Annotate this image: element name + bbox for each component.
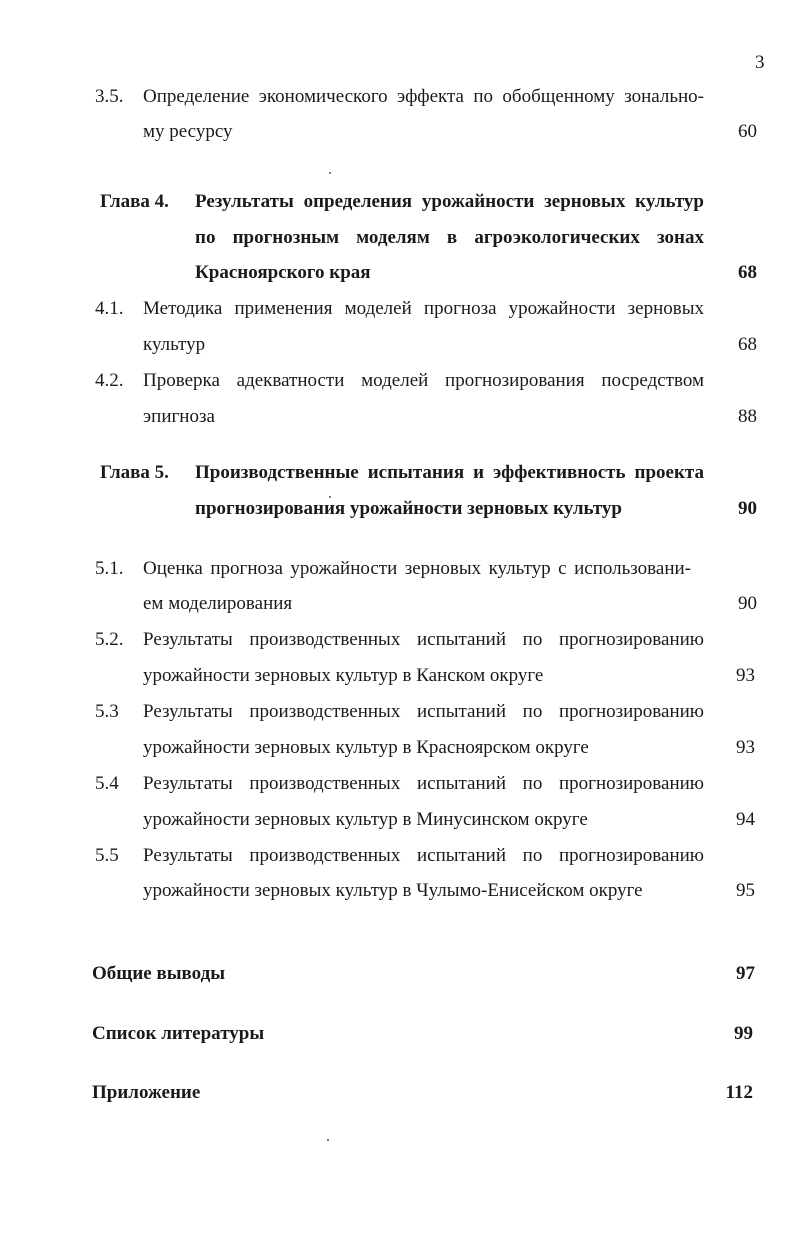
entry-number: 5.3 xyxy=(95,701,119,722)
entry-title-line1: Проверка адекватности моделей прогнозирования посредством xyxy=(143,370,704,391)
entry-number: 5.2. xyxy=(95,629,124,650)
section-page: 99 xyxy=(734,1023,753,1044)
entry-page: 68 xyxy=(738,334,757,355)
entry-page: 88 xyxy=(738,406,757,427)
chapter-page: 90 xyxy=(738,498,757,519)
entry-page: 93 xyxy=(736,737,755,758)
entry-title-line2: урожайности зерновых культур в Минусинском округе xyxy=(143,809,588,830)
section-page: 97 xyxy=(736,963,755,984)
scan-speck xyxy=(327,1139,329,1141)
scan-speck xyxy=(329,172,331,174)
entry-page: 94 xyxy=(736,809,755,830)
entry-title-line1: Результаты производственных испытаний по прогнозированию xyxy=(143,845,704,866)
entry-number: 5.5 xyxy=(95,845,119,866)
entry-title-line1: Результаты производственных испытаний по прогнозированию xyxy=(143,629,704,650)
entry-page: 95 xyxy=(736,880,755,901)
entry-title-line2: эпигноза xyxy=(143,406,215,427)
chapter-title-line3: Красноярского края xyxy=(195,262,371,283)
entry-title-line1: Методика применения моделей прогноза урожайности зерновых xyxy=(143,298,704,319)
entry-page: 90 xyxy=(738,593,757,614)
entry-title-line2: урожайности зерновых культур в Канском округе xyxy=(143,665,544,686)
entry-title-line1: Определение экономического эффекта по обобщенному зонально- xyxy=(143,86,704,107)
entry-number: 5.1. xyxy=(95,558,124,579)
entry-title-line2: ем моделирования xyxy=(143,593,293,614)
section-title: Приложение xyxy=(92,1082,201,1103)
chapter-title-line2: по прогнозным моделям в агроэкологических зонах xyxy=(195,227,704,248)
entry-title-line1: Оценка прогноза урожайности зерновых культур с использовани- xyxy=(143,558,691,579)
scan-speck xyxy=(329,496,331,498)
chapter-label: Глава 5. xyxy=(100,462,169,483)
chapter-page: 68 xyxy=(738,262,757,283)
section-title: Общие выводы xyxy=(92,963,226,984)
section-page: 112 xyxy=(725,1082,753,1103)
page-number: 3 xyxy=(755,52,765,73)
section-title: Список литературы xyxy=(92,1023,265,1044)
entry-number: 4.2. xyxy=(95,370,124,391)
chapter-title-line2: прогнозирования урожайности зерновых культур xyxy=(195,498,622,519)
entry-number: 4.1. xyxy=(95,298,124,319)
entry-title-line2: му ресурсу xyxy=(143,121,233,142)
entry-number: 5.4 xyxy=(95,773,119,794)
chapter-label: Глава 4. xyxy=(100,191,169,212)
chapter-title-line1: Производственные испытания и эффективность проекта xyxy=(195,462,704,483)
entry-title-line2: культур xyxy=(143,334,206,355)
entry-title-line1: Результаты производственных испытаний по прогнозированию xyxy=(143,773,704,794)
entry-page: 93 xyxy=(736,665,755,686)
entry-title-line2: урожайности зерновых культур в Чулымо-Енисейском округе xyxy=(143,880,643,901)
entry-number: 3.5. xyxy=(95,86,124,107)
entry-title-line1: Результаты производственных испытаний по прогнозированию xyxy=(143,701,704,722)
entry-title-line2: урожайности зерновых культур в Красноярском округе xyxy=(143,737,589,758)
chapter-title-line1: Результаты определения урожайности зерновых культур xyxy=(195,191,704,212)
entry-page: 60 xyxy=(738,121,757,142)
